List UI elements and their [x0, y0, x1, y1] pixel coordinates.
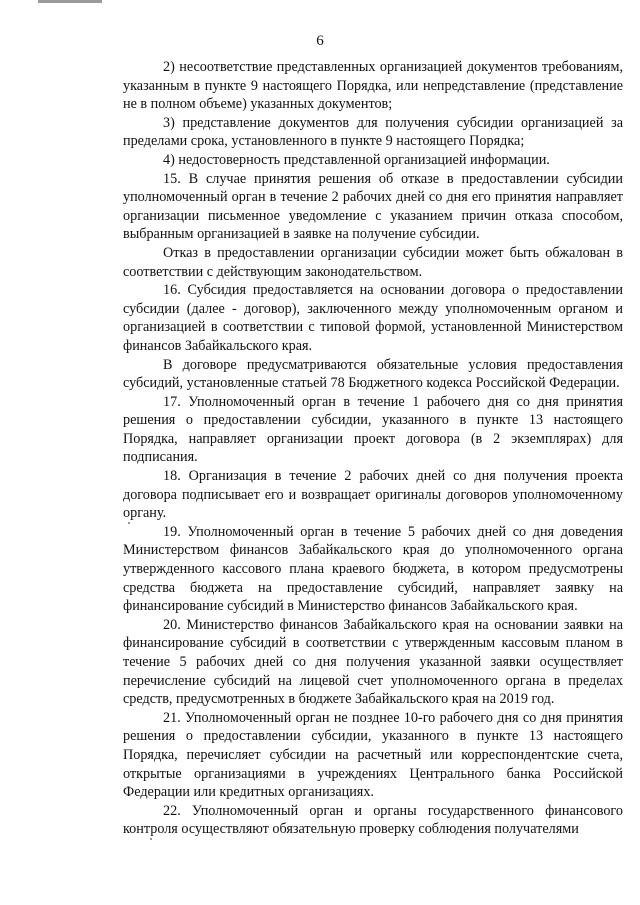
paragraph-4: 4) недостоверность представленной организацией информации. — [163, 151, 550, 168]
paragraph-2: 2) несоответствие представленных организацией документов требованиям, указанным в пункте 9 настоящего Порядка, или непредставление (представление не в полном объеме) указанных документов; — [123, 59, 623, 113]
clause-22: 22. Уполномоченный орган и органы государственного финансового контроля осуществляют обязательную проверку соблюдения получателями — [123, 802, 623, 838]
contract-conditions-paragraph: В договоре предусматриваются обязательные условия предоставления субсидий, установленные статьей 78 Бюджетного кодекса Российской Федерации. — [123, 356, 623, 392]
scan-edge-mark — [38, 0, 102, 3]
scan-speck — [150, 838, 152, 840]
clause-21: 21. Уполномоченный орган не позднее 10-го рабочего дня со дня принятия решения о предоставлении субсидии, указанного в пункте 13 настоящего Порядка, перечисляет субсидии на расчетный или корреспондентские счета, открытые организациями в учреждениях Центрального банка Российской Федерации или кредитных организациях. — [123, 709, 623, 801]
page-number: 6 — [316, 33, 324, 49]
clause-20: 20. Министерство финансов Забайкальского края на основании заявки на финансирование субсидий в соответствии с утвержденным кассовым планом в течение 5 рабочих дней со дня получения указанной заявки осуществляет перечисление субсидий на лицевой счет уполномоченного органа в пределах средств, предусмотренных в бюджете Забайкальского края на 2019 год. — [123, 616, 623, 708]
clause-18: 18. Организация в течение 2 рабочих дней со дня получения проекта договора подписывает его и возвращает оригиналы договоров уполномоченному органу. — [123, 468, 623, 522]
appeal-paragraph: Отказ в предоставлении организации субсидии может быть обжалован в соответствии с действующим законодательством. — [123, 244, 623, 280]
paragraph-3: 3) представление документов для получения субсидии организацией за пределами срока, установленного в пункте 9 настоящего Порядка; — [123, 114, 623, 150]
clause-17: 17. Уполномоченный орган в течение 1 рабочего дня со дня принятия решения о предоставлении субсидии, указанного в пункте 13 настоящего Порядка, направляет организации проект договора (в 2 экземплярах) для подписания. — [123, 393, 623, 466]
clause-15: 15. В случае принятия решения об отказе в предоставлении субсидии уполномоченный орган в течение 2 рабочих дней со дня его принятия направляет организации письменное уведомление с указанием причин отказа способом, выбранным организацией в заявке на получение субсидии. — [123, 170, 623, 243]
scan-speck — [128, 522, 130, 524]
document-body — [123, 58, 623, 839]
clause-19: 19. Уполномоченный орган в течение 5 рабочих дней со дня доведения Министерством финансов Забайкальского края до уполномоченного органа утвержденного кассового плана краевого бюджета, в котором предусмотрены средства бюджета на предоставление субсидий, направляет заявку на финансирование субсидий в Министерство финансов Забайкальского края. — [123, 523, 623, 615]
clause-16: 16. Субсидия предоставляется на основании договора о предоставлении субсидии (далее - договор), заключенного между уполномоченным органом и организацией в соответствии с типовой формой, установленной Министерством финансов Забайкальского края. — [123, 282, 623, 354]
